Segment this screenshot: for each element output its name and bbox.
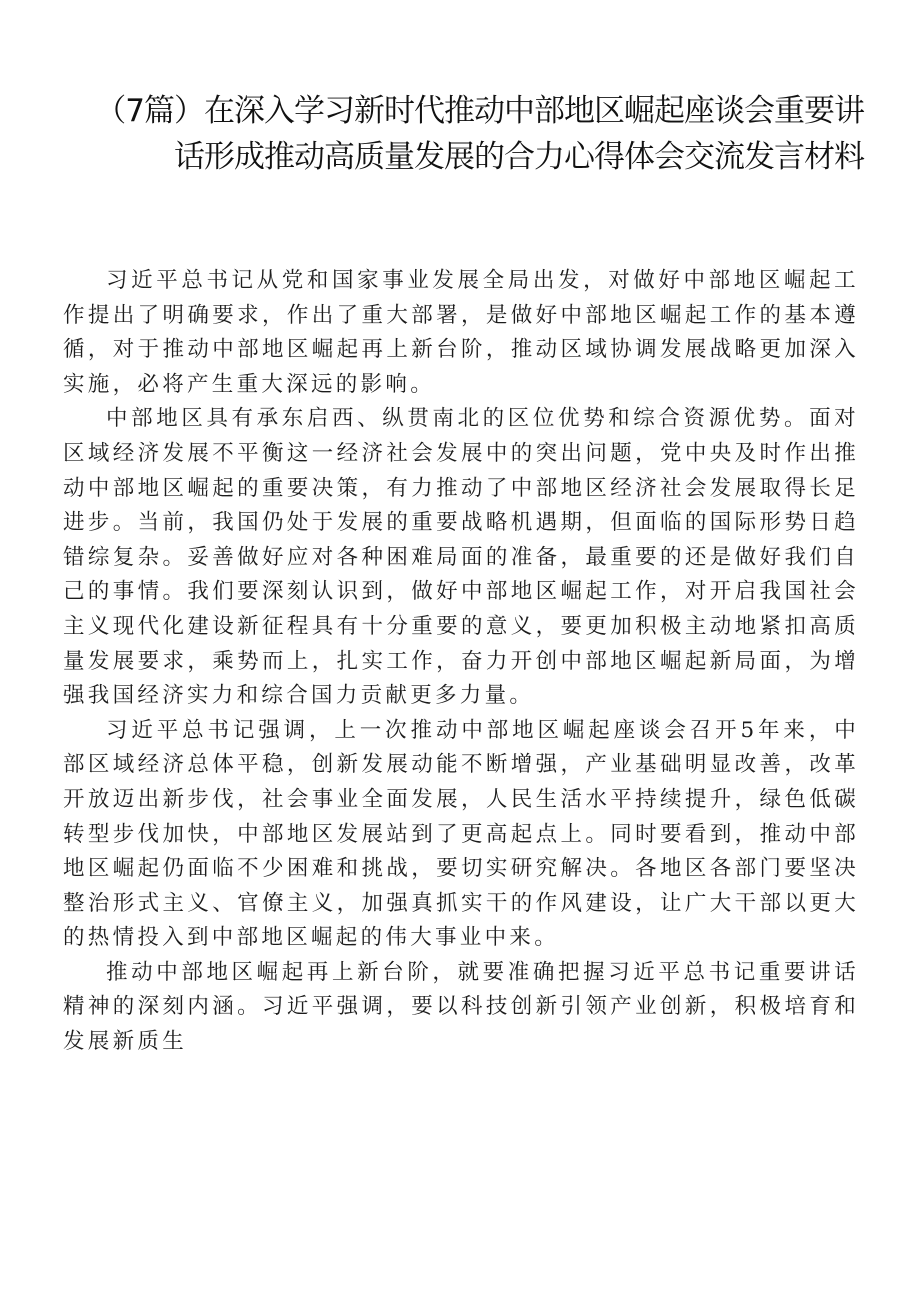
- title-line-1: （7篇）在深入学习新时代推动中部地区崛起座谈会重要讲: [95, 93, 864, 129]
- document-title: [60, 88, 864, 180]
- paragraph-3: 习近平总书记强调，上一次推动中部地区崛起座谈会召开5年来，中部区域经济总体平稳，创新发展动能不断增强，产业基础明显改善，改革开放迈出新步伐，社会事业全面发展，人民生活水平持续提升，绿色低碳转型步伐加快，中部地区发展站到了更高起点上。同时要看到，推动中部地区崛起仍面临不少困难和挑战，要切实研究解决。各地区各部门要坚决整治形式主义、官僚主义，加强真抓实干的作风建设，让广大干部以更大的热情投入到中部地区崛起的伟大事业中来。: [63, 717, 859, 951]
- paragraph-1: 习近平总书记从党和国家事业发展全局出发，对做好中部地区崛起工作提出了明确要求，作出了重大部署，是做好中部地区崛起工作的基本遵循，对于推动中部地区崛起再上新台阶，推动区域协调发展战略更加深入实施，必将产生重大深远的影响。: [63, 268, 859, 397]
- paragraph-4: 推动中部地区崛起再上新台阶，就要准确把握习近平总书记重要讲话精神的深刻内涵。习近平强调，要以科技创新引领产业创新，积极培育和发展新质生: [63, 959, 859, 1055]
- title-line-2: 话形成推动高质量发展的合力心得体会交流发言材料: [174, 139, 864, 175]
- paragraph-2: 中部地区具有承东启西、纵贯南北的区位优势和综合资源优势。面对区域经济发展不平衡这一经济社会发展中的突出问题，党中央及时作出推动中部地区崛起的重要决策，有力推动了中部地区经济社会发展取得长足进步。当前，我国仍处于发展的重要战略机遇期，但面临的国际形势日趋错综复杂。妥善做好应对各种困难局面的准备，最重要的还是做好我们自己的事情。我们要深刻认识到，做好中部地区崛起工作，对开启我国社会主义现代化建设新征程具有十分重要的意义，要更加积极主动地紧扣高质量发展要求，乘势而上，扎实工作，奋力开创中部地区崛起新局面，为增强我国经济实力和综合国力贡献更多力量。: [63, 406, 859, 709]
- document-body: [63, 264, 859, 1060]
